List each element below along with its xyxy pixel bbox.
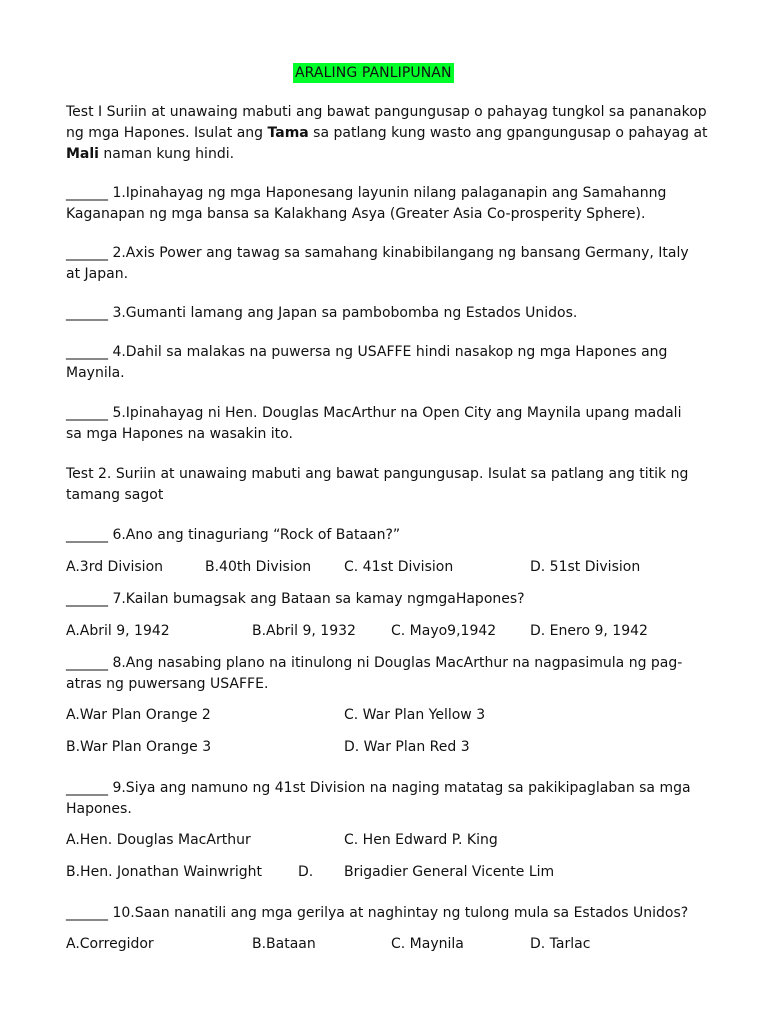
q9-option-a: A.Hen. Douglas MacArthur [66, 832, 251, 848]
q9-option-d: Brigadier General Vicente Lim [344, 864, 555, 880]
q10-option-d: D. Tarlac [530, 936, 591, 952]
question-9-line2: Hapones. [66, 801, 132, 817]
q7-option-b: B.Abril 9, 1932 [252, 623, 356, 639]
question-9-line1: ______ 9.Siya ang namuno ng 41st Division na naging matatag sa pakikipaglaban sa mga [66, 780, 691, 796]
q9-option-c: C. Hen Edward P. King [344, 832, 498, 848]
question-6: ______ 6.Ano ang tinaguriang “Rock of Bataan?” [66, 527, 401, 543]
q9-option-d-letter: D. [298, 864, 314, 880]
question-8-line2: atras ng puwersang USAFFE. [66, 676, 269, 692]
intro-text: sa patlang kung wasto ang gpangungusap o pahayag at [308, 125, 708, 141]
q7-option-d: D. Enero 9, 1942 [530, 623, 648, 639]
q8-option-c: C. War Plan Yellow 3 [344, 707, 486, 723]
test1-intro-line2 [66, 123, 706, 144]
question-7: ______ 7.Kailan bumagsak ang Bataan sa kamay ngmgaHapones? [66, 591, 525, 607]
q10-option-b: B.Bataan [252, 936, 316, 952]
intro-text: naman kung hindi. [98, 146, 235, 162]
q6-option-a: A.3rd Division [66, 559, 164, 575]
question-2-line2: at Japan. [66, 266, 129, 282]
question-2-line1: ______ 2.Axis Power ang tawag sa samahang kinabibilangang ng bansang Germany, Italy [66, 245, 689, 261]
q8-option-b: B.War Plan Orange 3 [66, 739, 212, 755]
question-4-line1: ______ 4.Dahil sa malakas na puwersa ng USAFFE hindi nasakop ng mga Hapones ang [66, 344, 668, 360]
intro-text: ng mga Hapones. Isulat ang [66, 125, 268, 141]
test1-intro-line1: Test I Suriin at unawaing mabuti ang bawat pangungusap o pahayag tungkol sa pananakop [66, 104, 707, 120]
tama-keyword: Tama [267, 125, 309, 141]
q6-option-d: D. 51st Division [530, 559, 641, 575]
test1-intro-line3 [66, 144, 706, 165]
question-5-line2: sa mga Hapones na wasakin ito. [66, 426, 293, 442]
question-10: ______ 10.Saan nanatili ang mga gerilya at naghintay ng tulong mula sa Estados Unidos? [66, 905, 689, 921]
question-5-line1: ______ 5.Ipinahayag ni Hen. Douglas MacArthur na Open City ang Maynila upang madali [66, 405, 682, 421]
q10-option-c: C. Maynila [391, 936, 464, 952]
q7-option-c: C. Mayo9,1942 [391, 623, 497, 639]
question-4-line2: Maynila. [66, 365, 125, 381]
q6-option-c: C. 41st Division [344, 559, 454, 575]
test2-intro-line1: Test 2. Suriin at unawaing mabuti ang bawat pangungusap. Isulat sa patlang ang titik ng [66, 466, 689, 482]
q8-option-d: D. War Plan Red 3 [344, 739, 470, 755]
question-1-line1: ______ 1.Ipinahayag ng mga Haponesang layunin nilang palaganapin ang Samahanng [66, 185, 667, 201]
q8-option-a: A.War Plan Orange 2 [66, 707, 211, 723]
page-title: ARALING PANLIPUNAN [295, 65, 452, 81]
q9-option-b: B.Hen. Jonathan Wainwright [66, 864, 263, 880]
mali-keyword: Mali [66, 146, 99, 162]
test2-intro-line2: tamang sagot [66, 487, 164, 503]
q10-option-a: A.Corregidor [66, 936, 154, 952]
question-1-line2: Kaganapan ng mga bansa sa Kalakhang Asya (Greater Asia Co-prosperity Sphere). [66, 206, 646, 222]
q6-option-b: B.40th Division [205, 559, 312, 575]
question-3: ______ 3.Gumanti lamang ang Japan sa pambobomba ng Estados Unidos. [66, 305, 578, 321]
q7-option-a: A.Abril 9, 1942 [66, 623, 170, 639]
question-8-line1: ______ 8.Ang nasabing plano na itinulong ni Douglas MacArthur na nagpasimula ng pag- [66, 655, 683, 671]
